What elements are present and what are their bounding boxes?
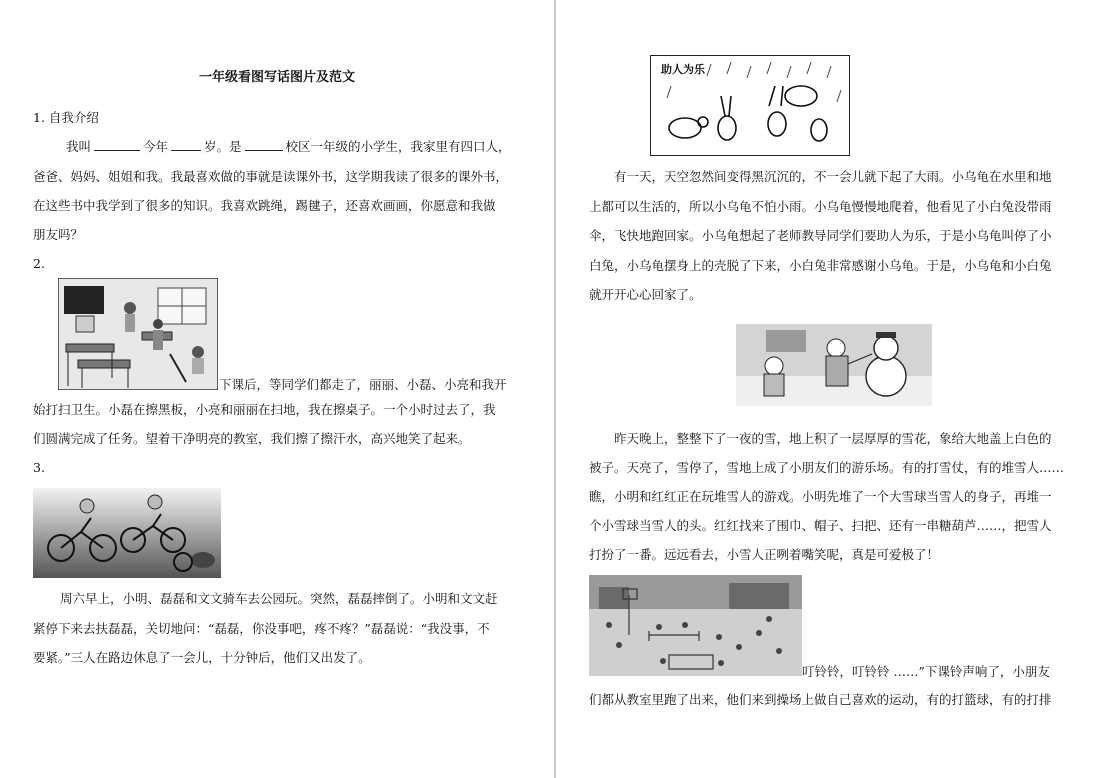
classroom-cleaning-picture xyxy=(58,278,218,390)
playground-picture xyxy=(589,575,802,676)
paragraph-2-line-5: 打扮了一番。远远看去，小雪人正咧着嘴笑呢，真是可爱极了！ xyxy=(589,547,940,562)
section-3-line-3: 要紧。”三人在路边休息了一会儿，十分钟后，他们又出发了。 xyxy=(33,650,371,665)
section-1-line-3: 在这些书中我学到了很多的知识。我喜欢跳绳，踢毽子，还喜欢画画，你愿意和我做 xyxy=(33,198,496,213)
paragraph-1-line-3: 伞，飞快地跑回家。小乌龟想起了老师教导同学们要助人为乐，于是小乌龟叫停了小 xyxy=(589,228,1052,243)
age-blank xyxy=(171,137,201,151)
paragraph-2-line-3: 瞧，小明和红红正在玩堆雪人的游戏。小明先堆了一个大雪球当雪人的身子，再堆一 xyxy=(589,489,1052,504)
section-2-line-1: 下课后，等同学们都走了，丽丽、小磊、小亮和我开 xyxy=(219,377,507,392)
paragraph-1-line-2: 上都可以生活的，所以小乌龟不怕小雨。小乌龟慢慢地爬着，他看见了小白兔没带雨 xyxy=(589,199,1052,214)
name-blank xyxy=(94,137,140,151)
document-title: 一年级看图写话图片及范文 xyxy=(198,70,355,85)
section-3-line-2: 紧停下来去扶磊磊，关切地问：“磊磊，你没事吧，疼不疼？”磊磊说：“我没事，不 xyxy=(33,621,490,636)
section-1-line-1: 我叫 今年 岁。是 校区一年级的小学生，我家里有四口人， xyxy=(66,139,511,154)
section-1-line-4: 朋友吗？ xyxy=(33,227,84,242)
section-3-heading: 3. xyxy=(33,460,45,475)
campus-blank xyxy=(245,137,283,151)
section-1-line-2: 爸爸、妈妈、姐姐和我。我最喜欢做的事就是读课外书，这学期我读了很多的课外书， xyxy=(33,169,509,184)
paragraph-3-line-2: 们都从教室里跑了出来，他们来到操场上做自己喜欢的运动，有的打篮球，有的打排 xyxy=(589,692,1052,707)
paragraph-1-line-5: 就开开心心回家了。 xyxy=(589,287,702,302)
paragraph-1-line-4: 白兔，小乌龟摆身上的壳脱了下来，小白兔非常感谢小乌龟。于是，小乌龟和小白兔 xyxy=(589,258,1052,273)
paragraph-2-line-1: 昨天晚上，整整下了一夜的雪，地上积了一层厚厚的雪花，象给大地盖上白色的 xyxy=(614,431,1052,446)
section-3-line-1: 周六早上，小明、磊磊和文文骑车去公园玩。突然，磊磊摔倒了。小明和文文赶 xyxy=(60,591,498,606)
paragraph-2-line-2: 被子。天亮了，雪停了，雪地上成了小朋友们的游乐场。有的打雪仗，有的堆雪人…… xyxy=(589,460,1065,475)
snowman-picture xyxy=(736,324,932,406)
paragraph-1-line-1: 有一天，天空忽然间变得黑沉沉的，不一会儿就下起了大雨。小乌龟在水里和地 xyxy=(614,169,1052,184)
right-page xyxy=(556,0,1108,778)
picture-caption: 助人为乐 xyxy=(661,63,705,76)
paragraph-2-line-4: 个小雪球当雪人的头。红红找来了围巾、帽子、扫把、还有一串糖葫芦……，把雪人 xyxy=(589,518,1052,533)
bicycle-ride-picture xyxy=(33,488,221,578)
paragraph-3-line-1: 叮铃铃，叮铃铃 ……”下课铃声响了，小朋友 xyxy=(802,664,1050,679)
section-2-line-3: 们圆满完成了任务。望着干净明亮的教室，我们擦了擦汗水，高兴地笑了起来。 xyxy=(33,431,471,446)
section-1-heading: 1. 自我介绍 xyxy=(33,110,99,125)
helping-others-picture xyxy=(650,55,850,156)
section-2-heading: 2. xyxy=(33,256,45,271)
section-2-line-2: 始打扫卫生。小磊在擦黑板，小亮和丽丽在扫地，我在擦桌子。一个小时过去了，我 xyxy=(33,402,496,417)
